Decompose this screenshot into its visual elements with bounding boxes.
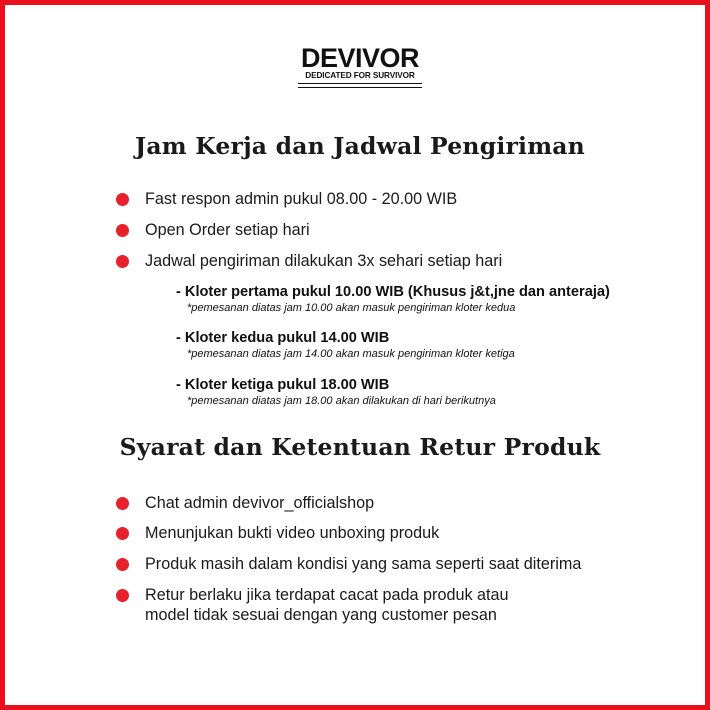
logo-divider — [298, 87, 422, 88]
list-item-text: Produk masih dalam kondisi yang sama seperti saat diterima — [145, 555, 582, 573]
schedule-item — [176, 376, 496, 408]
brand-name: DEVIVOR — [300, 43, 420, 73]
bullet-dot-icon — [116, 589, 129, 602]
list-item-text: Open Order setiap hari — [145, 221, 310, 239]
bullet-dot-icon — [116, 558, 129, 571]
bullet-dot-icon — [116, 527, 129, 540]
schedule-title: - Kloter kedua pukul 14.00 WIB — [176, 330, 390, 346]
list-item-text: Menunjukan bukti video unboxing produk — [145, 524, 440, 542]
schedule-item — [176, 283, 610, 315]
list-item-text: Jadwal pengiriman dilakukan 3x sehari setiap hari — [145, 252, 503, 270]
list-item-text: Chat admin devivor_officialshop — [145, 494, 375, 512]
bullet-dot-icon — [116, 497, 129, 510]
schedule-title: - Kloter ketiga pukul 18.00 WIB — [176, 377, 390, 393]
schedule-item — [176, 329, 515, 361]
brand-logo — [298, 45, 422, 88]
list-item-text: Retur berlaku jika terdapat cacat pada produk atau — [145, 586, 509, 604]
bullet-dot-icon — [116, 255, 129, 268]
brand-tagline: DEDICATED FOR SURVIVOR — [305, 71, 415, 80]
schedule-note: *pemesanan diatas jam 14.00 akan masuk pengiriman kloter ketiga — [187, 348, 515, 360]
section-heading-work-hours: Jam Kerja dan Jadwal Pengiriman — [135, 132, 585, 160]
logo-divider — [298, 83, 422, 84]
schedule-title: - Kloter pertama pukul 10.00 WIB (Khusus j&t,jne dan anteraja) — [176, 284, 610, 300]
list-item-text: Fast respon admin pukul 08.00 - 20.00 WIB — [145, 190, 458, 208]
schedule-note: *pemesanan diatas jam 18.00 akan dilakukan di hari berikutnya — [187, 395, 496, 407]
list-item-text: model tidak sesuai dengan yang customer pesan — [145, 606, 497, 624]
schedule-note: *pemesanan diatas jam 10.00 akan masuk pengiriman kloter kedua — [187, 302, 516, 314]
bullet-dot-icon — [116, 193, 129, 206]
bullet-dot-icon — [116, 224, 129, 237]
section-heading-returns: Syarat dan Ketentuan Retur Produk — [119, 433, 601, 461]
